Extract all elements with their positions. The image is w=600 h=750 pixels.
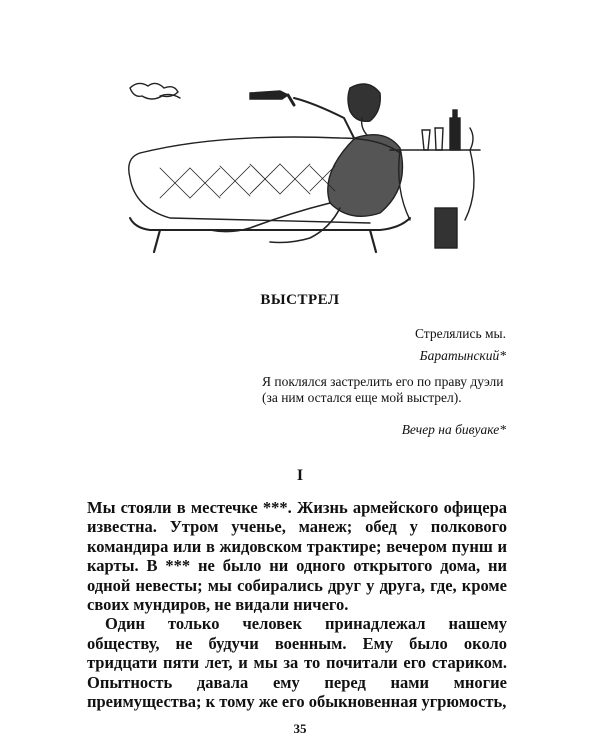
story-title: ВЫСТРЕЛ (260, 292, 340, 308)
chapter-number: I (296, 467, 304, 484)
paragraph: Один только человек принадлежал нашему обществу, не будучи военным. Ему было около тридцати пяти лет, и мы за то почитали его стариком. Опытность давала ему перед нами многие преимущества; к тому же его обыкновенная угрюмость, (87, 614, 507, 712)
page-number: 35 (293, 721, 307, 736)
epigraph-1-author: Баратынский* (419, 348, 506, 363)
paragraph: Мы стояли в местечке ***. Жизнь армейского офицера известна. Утром ученье, манеж; обед у полкового командира или в жидовском трактире; вечером пунш и карты. В *** не было ни одного открытого дома, ни одной невесты; мы собирались друг у друга, где, кроме своих мундиров, не видали ничего. (87, 498, 507, 615)
epigraph-2-text: Я поклялся застрелить его по праву дуэли (за ним остался еще мой выстрел). (262, 374, 504, 405)
epigraph-1-text: Стрелялись мы. (414, 326, 506, 341)
body-text (87, 498, 507, 711)
duelist-on-sofa-sketch-icon (100, 58, 500, 258)
epigraph-2-author: Вечер на бивуаке* (401, 422, 506, 437)
